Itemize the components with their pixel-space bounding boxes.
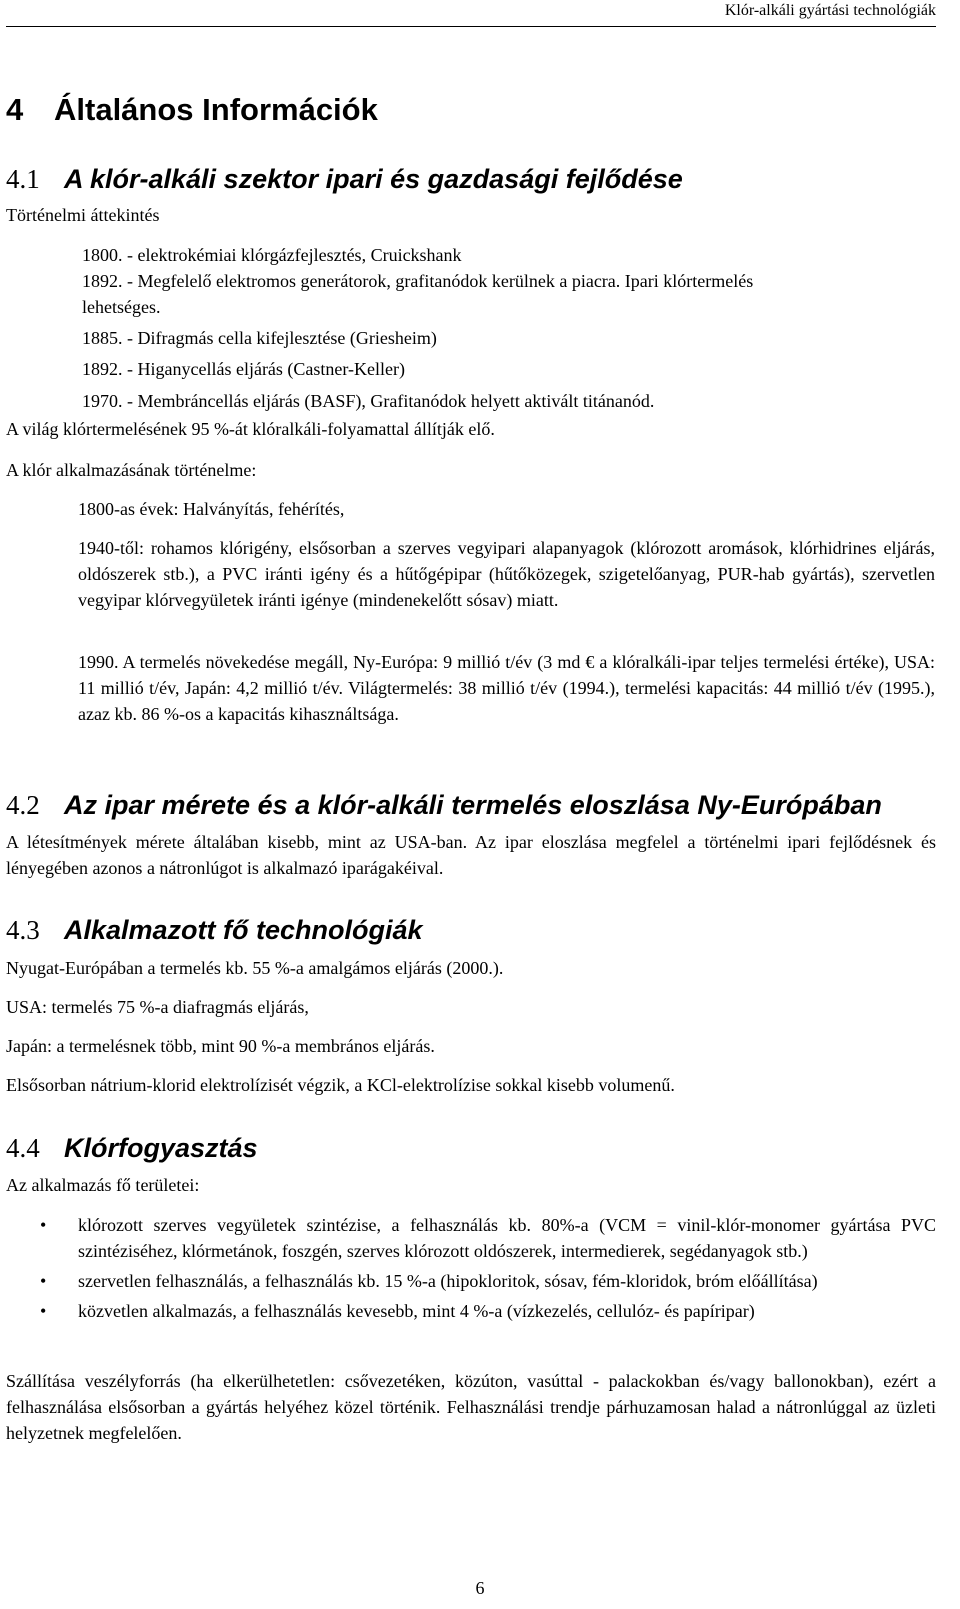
section-heading-4-2	[6, 790, 882, 821]
list-item	[6, 1268, 936, 1294]
section-heading-4-1	[6, 164, 683, 195]
chapter-number: 4	[6, 92, 24, 127]
section-number: 4.1	[6, 164, 40, 194]
application-areas-intro: Az alkalmazás fő területei:	[6, 1175, 200, 1195]
chapter-heading	[6, 92, 378, 128]
timeline-line: 1885. - Difragmás cella kifejlesztése (Griesheim)	[82, 328, 437, 348]
paragraph-1940: 1940-től: rohamos klórigény, elsősorban a szerves vegyipari alapanyagok (klórozott aromások, klórhidrines eljárás, oldószerek stb.), a PVC iránti igény és a hűtőgépipar (hűtőközegek, szigetelőanyag, PUR-hab gyártás), szervetlen vegyipar klórvegyületek iránti igénye (mindenekelőtt sósav) miatt.	[78, 538, 935, 610]
technology-line: Japán: a termelésnek több, mint 90 %-a membrános eljárás.	[6, 1036, 435, 1056]
bullet-icon: •	[40, 1301, 47, 1321]
closing-paragraph: Szállítása veszélyforrás (ha elkerülhetetlen: csővezetéken, közúton, vasúttal - palackokban és/vagy ballonokban), ezért a felhasználása elsősorban a gyártás helyéhez közel történik. Felhasználási trendje párhuzamosan halad a nátronlúggal az üzleti helyzetnek megfelelően.	[6, 1371, 936, 1443]
bullet-icon: •	[40, 1215, 47, 1235]
section-heading-4-3	[6, 915, 423, 946]
timeline-line: 1800. - elektrokémiai klórgázfejlesztés, Cruickshank	[82, 245, 462, 265]
section-number: 4.2	[6, 790, 40, 820]
list-item-text: klórozott szerves vegyületek szintézise, a felhasználás kb. 80%-a (VCM = vinil-klór-monomer gyártása PVC szintéziséhez, klórmetánok, foszgén, szerves klórozott oldószerek, intermedierek, segédanyagok stb.)	[78, 1215, 936, 1261]
technology-line: Nyugat-Európában a termelés kb. 55 %-a amalgámos eljárás (2000.).	[6, 958, 504, 978]
running-header: Klór-alkáli gyártási technológiák	[724, 2, 936, 19]
list-item-text: szervetlen felhasználás, a felhasználás kb. 15 %-a (hipokloritok, sósav, fém-kloridok, bróm előállítása)	[78, 1271, 818, 1291]
paragraph-1800s: 1800-as évek: Halványítás, fehérítés,	[78, 499, 345, 519]
application-list	[6, 1212, 936, 1328]
list-item-text: közvetlen alkalmazás, a felhasználás kevesebb, mint 4 %-a (vízkezelés, cellulóz- és papíripar)	[78, 1301, 755, 1321]
paragraph-1990: 1990. A termelés növekedése megáll, Ny-Európa: 9 millió t/év (3 md € a klóralkáli-ipar teljes termelési értéke), USA: 11 millió t/év, Japán: 4,2 millió t/év. Világtermelés: 38 millió t/év (1994.), termelési kapacitás: 44 millió t/év (1995.), azaz kb. 86 %-os a kapacitás kihasználtsága.	[78, 652, 935, 724]
history-intro: Történelmi áttekintés	[6, 205, 160, 225]
timeline-line: 1970. - Membráncellás eljárás (BASF), Grafitanódok helyett aktivált titánanód.	[82, 391, 655, 411]
section-number: 4.3	[6, 915, 40, 945]
timeline-line: 1892. - Higanycellás eljárás (Castner-Keller)	[82, 359, 406, 379]
timeline-line: 1892. - Megfelelő elektromos generátorok, grafitanódok kerülnek a piacra. Ipari klórtermelés	[82, 271, 754, 291]
chapter-title: Általános Információk	[54, 92, 378, 127]
technology-line: USA: termelés 75 %-a diafragmás eljárás,	[6, 997, 309, 1017]
section-4-2-text: A létesítmények mérete általában kisebb, mint az USA-ban. Az ipar eloszlása megfelel a történelmi ipari fejlődésnek és lényegében azonos a nátronlúgot is alkalmazó iparágakéival.	[6, 832, 936, 878]
section-title: Klórfogyasztás	[64, 1133, 258, 1163]
header-rule	[6, 26, 936, 27]
bullet-icon: •	[40, 1271, 47, 1291]
list-item	[6, 1298, 936, 1324]
section-title: A klór-alkáli szektor ipari és gazdasági fejlődése	[64, 164, 683, 194]
technology-line: Elsősorban nátrium-klorid elektrolízisét végzik, a KCl-elektrolízise sokkal kisebb volumenű.	[6, 1075, 675, 1095]
section-title: Alkalmazott fő technológiák	[64, 915, 423, 945]
section-title: Az ipar mérete és a klór-alkáli termelés eloszlása Ny-Európában	[64, 790, 882, 820]
page-number: 6	[475, 1578, 485, 1598]
world-production-text: A világ klórtermelésének 95 %-át klóralkáli-folyamattal állítják elő.	[6, 419, 495, 439]
section-heading-4-4	[6, 1133, 258, 1164]
list-item	[6, 1212, 936, 1264]
timeline-line: lehetséges.	[82, 297, 161, 317]
chlorine-history-title: A klór alkalmazásának történelme:	[6, 460, 257, 480]
section-number: 4.4	[6, 1133, 40, 1163]
